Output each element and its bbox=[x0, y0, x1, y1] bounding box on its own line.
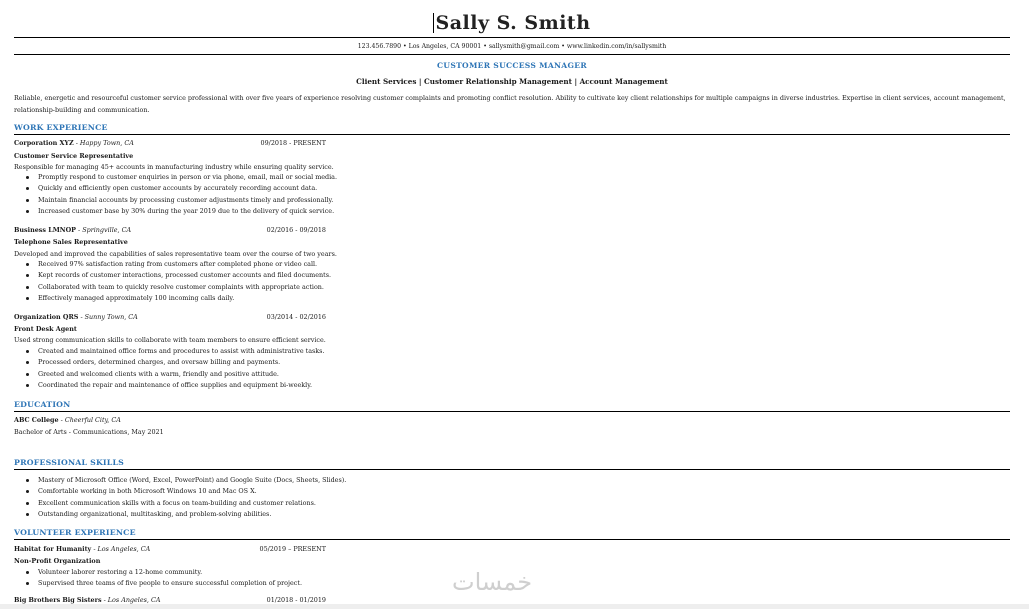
name-text: Sally S. Smith bbox=[435, 12, 591, 34]
degree-line: Bachelor of Arts - Communications, May 2021 bbox=[14, 428, 164, 436]
bullet-item: Received 97% satisfaction rating from customers after completed phone or video call. bbox=[14, 259, 331, 270]
job-bullets bbox=[14, 346, 324, 391]
job-description: Developed and improved the capabilities of sales representative team over the course of two years. bbox=[14, 250, 337, 258]
volunteer-bullets bbox=[14, 567, 302, 590]
job-dates: 03/2014 - 02/2016 bbox=[266, 313, 326, 321]
bullet-item: Outstanding organizational, multitasking, and problem-solving abilities. bbox=[14, 509, 346, 520]
resume-name[interactable] bbox=[14, 12, 1010, 34]
job-role: Telephone Sales Representative bbox=[14, 238, 128, 246]
education-divider bbox=[14, 411, 1010, 412]
skills-divider bbox=[14, 469, 1010, 470]
work-experience-heading: WORK EXPERIENCE bbox=[14, 123, 108, 132]
volunteer-dates: 05/2019 – PRESENT bbox=[259, 545, 326, 553]
job-org: Business LMNOP bbox=[14, 226, 76, 234]
job-description: Used strong communication skills to collaborate with team members to ensure efficient service. bbox=[14, 336, 326, 344]
job-title: CUSTOMER SUCCESS MANAGER bbox=[437, 61, 587, 70]
specialties-line: Client Services | Customer Relationship Management | Account Management bbox=[356, 77, 668, 86]
volunteer-org: Big Brothers Big Sisters bbox=[14, 596, 102, 604]
volunteer-divider bbox=[14, 539, 1010, 540]
job-role: Customer Service Representative bbox=[14, 152, 134, 160]
bullet-item: Excellent communication skills with a focus on team-building and customer relations. bbox=[14, 498, 346, 509]
bullet-item: Created and maintained office forms and procedures to assist with administrative tasks. bbox=[14, 346, 324, 357]
contact-divider bbox=[14, 54, 1010, 55]
education-school-line: ABC College - Cheerful City, CA bbox=[14, 416, 121, 424]
volunteer-location: Los Angeles, CA bbox=[97, 545, 151, 553]
job-bullets bbox=[14, 259, 331, 304]
bullet-item: Effectively managed approximately 100 incoming calls daily. bbox=[14, 293, 331, 304]
bullet-item: Increased customer base by 30% during the year 2019 due to the delivery of quick service. bbox=[14, 206, 337, 217]
volunteer-role: Non-Profit Organization bbox=[14, 557, 101, 565]
volunteer-location: Los Angeles, CA bbox=[107, 596, 161, 604]
job-org: Corporation XYZ bbox=[14, 139, 74, 147]
bullet-item: Quickly and efficiently open customer accounts by accurately recording account data. bbox=[14, 183, 337, 194]
skills-heading: PROFESSIONAL SKILLS bbox=[14, 458, 124, 467]
bullet-item: Mastery of Microsoft Office (Word, Excel, PowerPoint) and Google Suite (Docs, Sheets, Slides). bbox=[14, 475, 346, 486]
job-location: Springville, CA bbox=[82, 226, 132, 234]
job-dates: 02/2016 - 09/2018 bbox=[266, 226, 326, 234]
school-name: ABC College bbox=[14, 416, 59, 424]
job-bullets bbox=[14, 172, 337, 217]
bullet-item: Greeted and welcomed clients with a warm, friendly and positive attitude. bbox=[14, 369, 324, 380]
job-header: Business LMNOP - Springville, CA 02/2016 - 09/2018 bbox=[14, 226, 326, 234]
job-org: Organization QRS bbox=[14, 313, 79, 321]
contact-line: 123.456.7890 • Los Angeles, CA 90001 • sallysmith@gmail.com • www.linkedin.com/in/sallysmith bbox=[357, 43, 667, 50]
volunteer-header: Habitat for Humanity - Los Angeles, CA 05/2019 – PRESENT bbox=[14, 545, 326, 553]
volunteer-header: Big Brothers Big Sisters - Los Angeles, CA 01/2018 - 01/2019 bbox=[14, 596, 326, 604]
work-experience-divider bbox=[14, 134, 1010, 135]
volunteer-dates: 01/2018 - 01/2019 bbox=[266, 596, 326, 604]
bullet-item: Volunteer laborer restoring a 12-home community. bbox=[14, 567, 302, 578]
job-location: Sunny Town, CA bbox=[84, 313, 138, 321]
bullet-item: Promptly respond to customer enquiries in person or via phone, email, mail or social media. bbox=[14, 172, 337, 183]
job-role: Front Desk Agent bbox=[14, 325, 77, 333]
bullet-item: Comfortable working in both Microsoft Windows 10 and Mac OS X. bbox=[14, 486, 346, 497]
summary-paragraph: Reliable, energetic and resourceful customer service professional with over five years of experience resolving customer complaints and promoting conflict resolution. Ability to cultivate key client relationships for multiple campaigns in diverse industries. Expertise in client services, account management, relationship-building and communication. bbox=[14, 94, 1006, 114]
bullet-item: Coordinated the repair and maintenance of office supplies and equipment bi-weekly. bbox=[14, 380, 324, 391]
job-description: Responsible for managing 45+ accounts in manufacturing industry while ensuring quality service. bbox=[14, 163, 334, 171]
skills-bullets bbox=[14, 475, 346, 520]
job-header: Corporation XYZ - Happy Town, CA 09/2018 - PRESENT bbox=[14, 139, 326, 147]
bullet-item: Collaborated with team to quickly resolve customer complaints with appropriate action. bbox=[14, 282, 331, 293]
job-location: Happy Town, CA bbox=[79, 139, 134, 147]
volunteer-org: Habitat for Humanity bbox=[14, 545, 92, 553]
bullet-item: Maintain financial accounts by processing customer adjustments timely and professionally. bbox=[14, 195, 337, 206]
bullet-item: Supervised three teams of five people to ensure successful completion of project. bbox=[14, 578, 302, 589]
job-header: Organization QRS - Sunny Town, CA 03/2014 - 02/2016 bbox=[14, 313, 326, 321]
school-location: Cheerful City, CA bbox=[64, 416, 121, 424]
bullet-item: Kept records of customer interactions, processed customer accounts and filed documents. bbox=[14, 270, 331, 281]
job-dates: 09/2018 - PRESENT bbox=[260, 139, 326, 147]
watermark-logo: خمسات bbox=[452, 568, 533, 596]
education-heading: EDUCATION bbox=[14, 400, 71, 409]
volunteer-heading: VOLUNTEER EXPERIENCE bbox=[14, 528, 136, 537]
bullet-item: Processed orders, determined charges, and oversaw billing and payments. bbox=[14, 357, 324, 368]
bottom-scroll-edge bbox=[0, 604, 1029, 609]
header-divider bbox=[14, 37, 1010, 38]
